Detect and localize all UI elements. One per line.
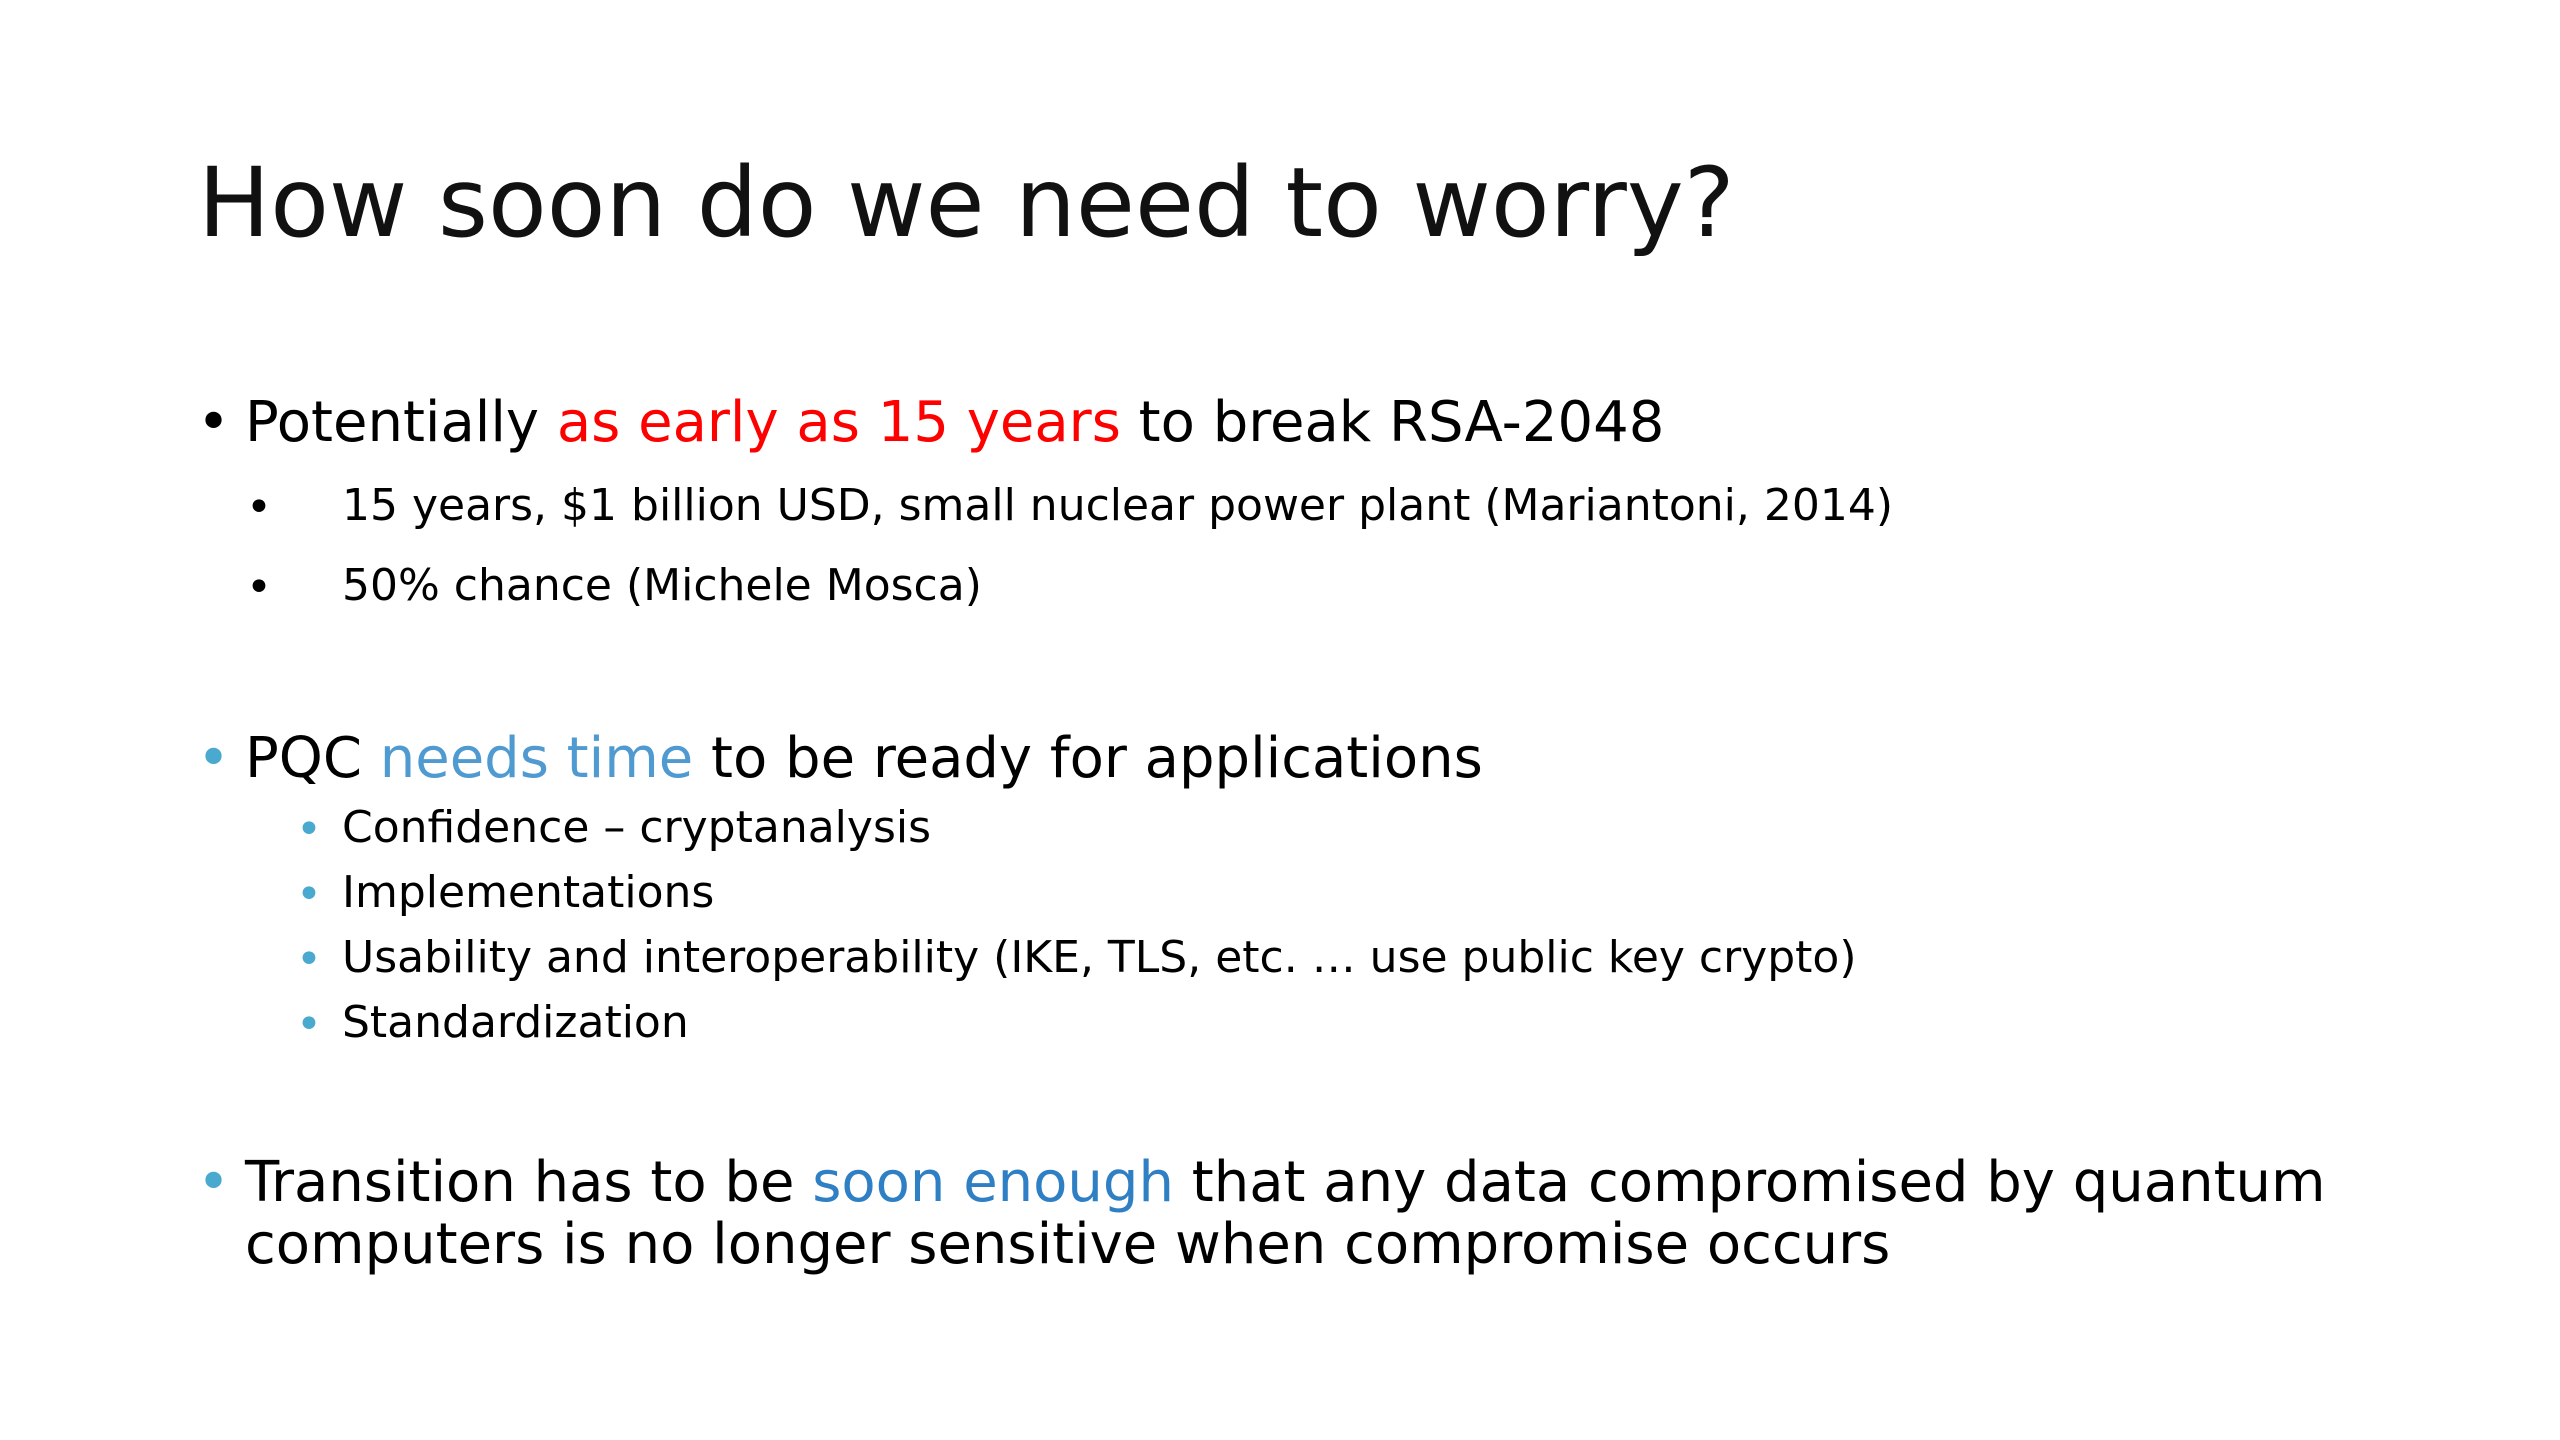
bullet-2-text-part-1: PQC bbox=[245, 726, 380, 791]
bullet-3-continuation-text: computers is no longer sensitive when compromise occurs bbox=[245, 1212, 1891, 1277]
bullet-3-highlight: soon enough bbox=[812, 1150, 1174, 1215]
bullet-2-sub-2-text: Implementations bbox=[342, 867, 715, 918]
bullet-2-sub-1-text: Confidence – cryptanalysis bbox=[342, 802, 932, 853]
bullet-1-text-part-1: Potentially bbox=[245, 390, 557, 455]
bullet-3-text-part-3: that any data compromised by quantum bbox=[1173, 1150, 2326, 1215]
bullet-1-sub-1-marker: • bbox=[246, 482, 272, 533]
bullet-2-sub-4-text: Standardization bbox=[342, 997, 689, 1048]
bullet-3-marker: • bbox=[197, 1150, 231, 1215]
bullet-1-sub-1-text: 15 years, $1 billion USD, small nuclear power plant (Mariantoni, 2014) bbox=[342, 480, 1893, 531]
bullet-2-marker: • bbox=[197, 726, 231, 791]
bullet-2-text bbox=[245, 728, 1483, 790]
slide-title: How soon do we need to worry? bbox=[198, 147, 1735, 259]
bullet-1-marker: • bbox=[197, 390, 231, 455]
bullet-1-text bbox=[245, 392, 1664, 454]
bullet-2-sub-3-text: Usability and interoperability (IKE, TLS, etc. … use public key crypto) bbox=[342, 932, 1857, 983]
bullet-1-sub-2-marker: • bbox=[246, 562, 272, 613]
bullet-2-highlight: needs time bbox=[379, 726, 694, 791]
bullet-1-text-part-3: to break RSA-2048 bbox=[1120, 390, 1665, 455]
bullet-2-text-part-3: to be ready for applications bbox=[693, 726, 1483, 791]
bullet-3-text-part-1: Transition has to be bbox=[245, 1150, 813, 1215]
bullet-2-sub-3-marker: • bbox=[296, 934, 322, 985]
bullet-2-sub-4-marker: • bbox=[296, 999, 322, 1050]
bullet-2-sub-1-marker: • bbox=[296, 804, 322, 855]
bullet-1-sub-2-text: 50% chance (Michele Mosca) bbox=[342, 560, 982, 611]
bullet-1-highlight: as early as 15 years bbox=[556, 390, 1121, 455]
bullet-2-sub-2-marker: • bbox=[296, 869, 322, 920]
bullet-3-text bbox=[245, 1152, 2326, 1214]
